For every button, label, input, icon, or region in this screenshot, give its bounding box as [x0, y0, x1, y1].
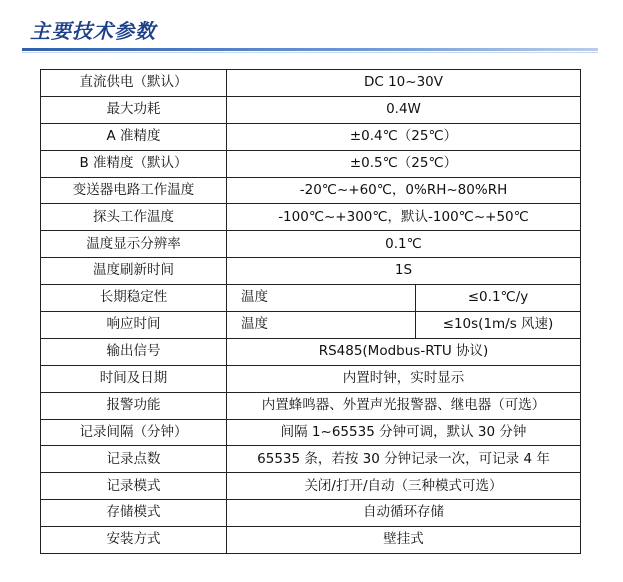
table-row: [41, 150, 581, 177]
table-row: [41, 204, 581, 231]
title-underline: [22, 48, 598, 51]
param-name: 记录间隔（分钟）: [41, 419, 227, 446]
param-value: ≤10s(1m/s 风速): [416, 312, 581, 339]
param-name: 记录模式: [41, 473, 227, 500]
table-row: [41, 473, 581, 500]
table-row: [41, 96, 581, 123]
param-value: 壁挂式: [227, 527, 581, 554]
param-name: 报警功能: [41, 392, 227, 419]
table-row: [41, 527, 581, 554]
param-name: 最大功耗: [41, 96, 227, 123]
table-row: [41, 419, 581, 446]
param-value: 关闭/打开/自动（三种模式可选）: [227, 473, 581, 500]
table-row: [41, 446, 581, 473]
param-value: 0.4W: [227, 96, 581, 123]
param-value: ±0.5℃（25℃）: [227, 150, 581, 177]
spec-table: [40, 69, 581, 554]
param-value: 0.1℃: [227, 231, 581, 258]
param-name: B 准精度（默认）: [41, 150, 227, 177]
param-subject: 温度: [227, 312, 416, 339]
table-row: [41, 177, 581, 204]
table-row: [41, 500, 581, 527]
param-name: 长期稳定性: [41, 285, 227, 312]
param-name: 记录点数: [41, 446, 227, 473]
param-value: -100℃~+300℃，默认-100℃~+50℃: [227, 204, 581, 231]
table-row: [41, 231, 581, 258]
table-row: [41, 365, 581, 392]
param-name: 变送器电路工作温度: [41, 177, 227, 204]
param-name: 输出信号: [41, 338, 227, 365]
param-subject: 温度: [227, 285, 416, 312]
param-name: 响应时间: [41, 312, 227, 339]
table-row: [41, 70, 581, 97]
param-value: 间隔 1~65535 分钟可调，默认 30 分钟: [227, 419, 581, 446]
table-row: [41, 392, 581, 419]
param-name: 温度显示分辨率: [41, 231, 227, 258]
param-value: 内置时钟，实时显示: [227, 365, 581, 392]
section-title: 主要技术参数: [30, 19, 156, 43]
param-name: 安装方式: [41, 527, 227, 554]
title-underline-shadow: [22, 52, 598, 53]
param-value: RS485(Modbus-RTU 协议): [227, 338, 581, 365]
param-value: 65535 条，若按 30 分钟记录一次，可记录 4 年: [227, 446, 581, 473]
table-row: [41, 312, 581, 339]
param-value: ±0.4℃（25℃）: [227, 123, 581, 150]
param-value: 内置蜂鸣器、外置声光报警器、继电器（可选）: [227, 392, 581, 419]
param-name: 温度刷新时间: [41, 258, 227, 285]
param-name: 直流供电（默认）: [41, 70, 227, 97]
param-value: -20℃~+60℃，0%RH~80%RH: [227, 177, 581, 204]
table-row: [41, 123, 581, 150]
param-value: DC 10~30V: [227, 70, 581, 97]
spec-table-body: [41, 70, 581, 554]
param-name: 存储模式: [41, 500, 227, 527]
table-row: [41, 258, 581, 285]
param-value: 自动循环存储: [227, 500, 581, 527]
param-value: 1S: [227, 258, 581, 285]
param-name: 时间及日期: [41, 365, 227, 392]
param-name: A 准精度: [41, 123, 227, 150]
param-name: 探头工作温度: [41, 204, 227, 231]
param-value: ≤0.1℃/y: [416, 285, 581, 312]
table-row: [41, 338, 581, 365]
table-row: [41, 285, 581, 312]
